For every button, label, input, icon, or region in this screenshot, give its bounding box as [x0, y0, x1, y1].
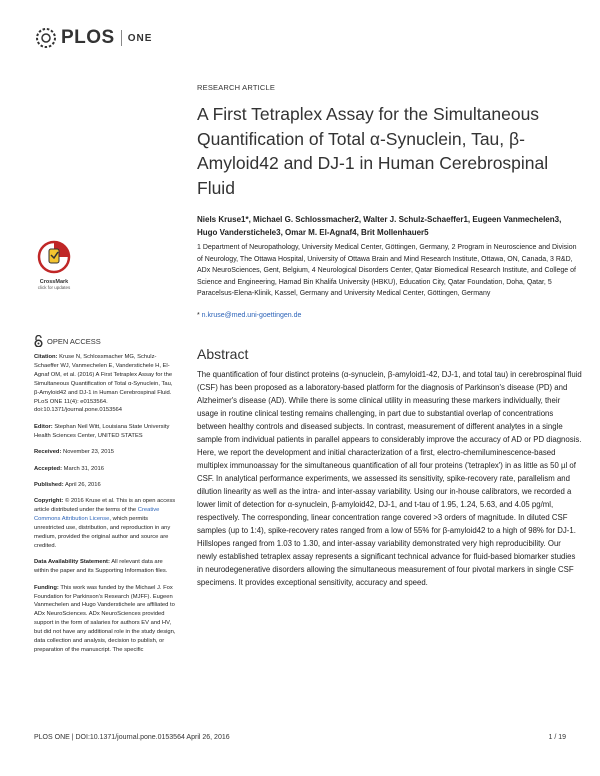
license-link[interactable]: Creative Commons Attribution License — [34, 507, 160, 523]
citation-label: Citation: — [34, 354, 58, 360]
affiliations: 1 Department of Neuropathology, University Medical Center, Göttingen, Germany, 2 Program in Neuroscience and Division of Neurology, The Ottawa Hospital, University of Ottawa Brain and Mind Research Institute, Ottawa, ON, Canada, 3 R&D, ADx NeuroSciences, Gent, Belgium, 4 Neurological Disorders Center, Qatar Biomedical Research Institute, and College of Science and Engineering, Hamad Bin Khalifa University (HBKU), Education City, Qatar Foundation, Doha, Qatar, 5 Paracelsus-Elena-Klinik, Kassel, Germany and University Medical Center, Göttingen, Germany — [197, 244, 577, 297]
abstract-body: The quantification of four distinct proteins (α-synuclein, β-amyloid1-42, DJ-1, and total tau) in cerebrospinal fluid (CSF) has been proposed as a laboratory-based platform for the diagnosis of Parkinson's disease (PD) and Alzheimer's disease (AD). While there is some clinical utility in measuring these markers individually, their usage in routine clinical testing remains challenging, in part due to substantial overlap of concentrations between healthy controls and diseased subjects. In contrast, measurement of different analytes in a single sample from individual patients in parallel appears to considerably improve the accuracy of AD or PD diagnosis. Here, we report the development and initial characterization of a first, electro-chemiluminescence-based multiplex immunoassay for the simultaneous quantification of all four proteins ('tetraplex') in as little as 50 µl of CSF. In analytical performance experiments, we assessed its sensitivity, spike-recovery rate, parallelism and dilution linearity as well as the intra- and inter-assay variability. Using our in-house calibrators, we recorded a lower limit of detection for α-synuclein, β-amyloid42, DJ-1, and t-tau of 1.95, 1.24, 5.63, and 4.05 pg/ml, respectively. The corresponding, linear concentration range covered >3 orders of magnitude. In diluted CSF samples (up to 1:4), spike-recovery rates ranged from a low of 55% for β-amyloid42 to a high of 98% for DJ-1. Hillslopes ranged from 1.03 to 1.30, and inter-assay variability demonstrated very high reproducibility. Our newly established tetraplex assay represents a significant technical advance for fluid-based biomarker studies in neurodegenerative disorders allowing the simultaneous measurement of four pivotal markers in single CSF specimens. It provides exceptional sensitivity, accuracy and speed. — [197, 370, 582, 587]
data-availability-label: Data Availability Statement: — [34, 559, 110, 566]
copyright-text: © 2016 Kruse et al. This is an open access article distributed under the terms of the — [34, 498, 176, 514]
funding-text: This work was funded by the Michael J. Fox Foundation for Parkinson's Research (MJFF). Eugeen Vanmechelen and Hugo Vanderstichele are affiliated to ADx NeuroSciences. ADx NeuroSciences provided support in the form of salaries for authors EV and HV, but did not have any additional role in the study design, data collection and analysis, decision to publish, or preparation of the manuscript. The specific — [34, 584, 176, 653]
published-date: April 26, 2016 — [64, 481, 101, 488]
received-label: Received: — [34, 449, 62, 456]
received-date: November 23, 2015 — [63, 449, 114, 456]
open-access-label: OPEN ACCESS — [47, 336, 101, 346]
copyright-block — [34, 497, 179, 550]
copyright-text-end: , which permits unrestricted use, distribution, and reproduction in any medium, provided the original author and source are credited. — [34, 516, 171, 549]
citation-text: Kruse N, Schlossmacher MG, Schulz-Schaeffer WJ, Vanmechelen E, Vanderstichele H, El-Agnaf OM, et al. (2016) A First Tetraplex Assay for the Simultaneous Quantification of Total α-Synuclein, Tau, β-Amyloid42 and DJ-1 in Human Cerebrospinal Fluid. PLoS ONE 11(4): e0153564. doi:10.1371/journal.pone.0153564 — [34, 354, 173, 414]
crossmark-icon — [37, 240, 71, 274]
plos-logo-icon — [34, 26, 58, 50]
journal-name: ONE — [127, 32, 153, 44]
asterisk-marker: * — [197, 312, 202, 319]
article-type: RESEARCH ARTICLE — [197, 83, 276, 92]
editor-label: Editor: — [34, 423, 53, 430]
email-link[interactable]: n.kruse@med.uni-goettingen.de — [201, 312, 302, 319]
corresponding-email[interactable] — [197, 312, 301, 319]
logo-divider — [121, 30, 122, 46]
published-block — [34, 481, 179, 490]
published-label: Published: — [34, 481, 64, 488]
crossmark-badge[interactable] — [34, 240, 74, 290]
journal-brand: PLOS — [61, 27, 115, 48]
open-access-badge — [34, 335, 101, 347]
editor-block — [34, 423, 179, 441]
crossmark-label: CrossMark — [39, 279, 69, 285]
journal-logo[interactable] — [34, 26, 152, 50]
funding-label: Funding: — [34, 584, 59, 591]
citation-block — [34, 353, 179, 415]
data-availability-block — [34, 558, 179, 576]
article-metadata-sidebar — [34, 353, 179, 662]
open-lock-icon — [34, 335, 43, 347]
accepted-block — [34, 465, 179, 474]
article-title: A First Tetraplex Assay for the Simultaneous Quantification of Total α-Synuclein, Tau, β-Amyloid42 and DJ-1 in Human Cerebrospinal Fluid — [197, 104, 549, 198]
author-list: Niels Kruse1*, Michael G. Schlossmacher2, Walter J. Schulz-Schaeffer1, Eugeen Vanmechelen3, Hugo Vanderstichele3, Omar M. El-Agnaf4, Brit Mollenhauer5 — [197, 215, 562, 237]
received-block — [34, 448, 179, 457]
footer-citation: PLOS ONE | DOI:10.1371/journal.pone.0153564 April 26, 2016 — [34, 734, 230, 741]
editor-text: Stephan Neil Witt, Louisiana State University Health Sciences Center, UNITED STATES — [34, 423, 170, 439]
page-number: 1 / 19 — [548, 734, 566, 741]
data-availability-text: All relevant data are within the paper and its Supporting Information files. — [34, 559, 168, 575]
copyright-label: Copyright: — [34, 498, 64, 505]
crossmark-sublabel: click for updates — [37, 285, 71, 290]
accepted-date: March 31, 2016 — [63, 465, 104, 472]
funding-block — [34, 584, 179, 655]
abstract-heading: Abstract — [197, 346, 249, 362]
accepted-label: Accepted: — [34, 465, 63, 472]
